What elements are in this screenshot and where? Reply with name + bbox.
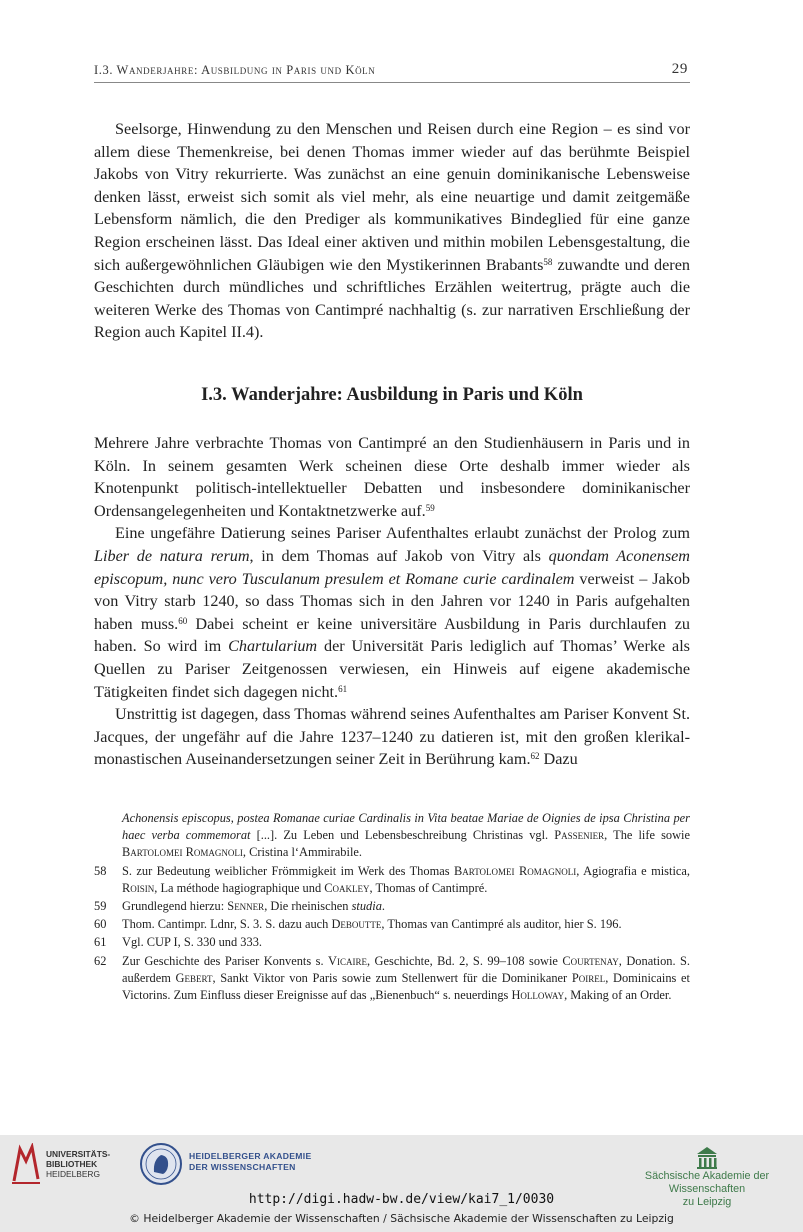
footnote-continuation: Achonensis episcopus, postea Romanae curiae Cardinalis in Vita beatae Mariae de Oignies de ipsa Christina per haec verba commemorat [...]. Zu Leben und Lebensbeschreibung Christinas vgl. Passenier, The life sowie Bartolomei Romagnoli, Cristina l‘Ammirabile.: [122, 811, 690, 860]
hd-academy-seal: [139, 1142, 183, 1186]
footnote-59: 59 Grundlegend hierzu: Senner, Die rheinischen studia.: [94, 899, 385, 914]
footnote-ref[interactable]: 58: [543, 256, 553, 267]
footnote-ref[interactable]: 59: [425, 502, 435, 513]
page-number: 29: [671, 61, 688, 77]
footnote-58: 58 S. zur Bedeutung weiblicher Frömmigkeit im Werk des Thomas Bartolomei Romagnoli, Agiografia e mistica, Roisin, La méthode hagiographique und Coakley, Thomas of Cantimpré.: [94, 863, 690, 895]
running-head-title: I.3. Wanderjahre: Ausbildung in Paris und Köln: [94, 63, 376, 77]
footnotes: [94, 810, 690, 1004]
section-heading: I.3. Wanderjahre: Ausbildung in Paris und Köln: [201, 385, 583, 405]
saxon-academy-building-icon: [694, 1144, 720, 1170]
footnote-60: 60 Thom. Cantimpr. Ldnr, S. 3. S. dazu auch Deboutte, Thomas van Cantimpré als auditor, hier S. 196.: [94, 917, 622, 932]
intro-text: [94, 118, 690, 344]
paragraph: Mehrere Jahre verbrachte Thomas von Cantimpré an den Studienhäusern in Paris und in Köln. In seinem gesamten Werk scheinen diese Orte deshalb immer wieder als Knotenpunkt politisch-intellektueller Debatten und insbesondere dominikanischer Ordensangelegenheiten und Kontaktnetzwerke auf.$^{59}$: [94, 434, 690, 520]
footnote-ref[interactable]: 61: [338, 683, 348, 694]
paragraph: Eine ungefähre Datierung seines Pariser Aufenthaltes erlaubt zunächst der Prolog zum Liber de natura rerum, in dem Thomas auf Jakob von Vitry als quondam Aconensem episcopum, nunc vero Tusculanum presulem et Romane curie cardinalem verweist – Jakob von Vitry starb 1240, so dass Thomas sich in den Jahren vor 1240 in Paris aufgehalten haben muss.$^{60}$ Dabei scheint er keine universitäre Ausbildung in Paris durchlaufen zu haben. So wird im Chartularium der Universität Paris lediglich auf Thomas’ Werke als Quellen zu Pariser Zeitgenossen verwiesen, ein Hinweis auf eigene akademische Tätigkeiten findet sich dagegen nicht.$^{61}$: [94, 524, 691, 701]
footnote-62: 62 Zur Geschichte des Pariser Konvents s. Vicaire, Geschichte, Bd. 2, S. 99–108 sowie Courtenay, Donation. S. außerdem Gebert, Sankt Viktor von Paris sowie zum Stellenwert für die Dominikaner Poirel, Dominicains et Victorins. Zum Einfluss dieser Ereignisse auf das „Bienenbuch“ s. neuerdings Holloway, Making of an Order.: [94, 953, 691, 1003]
intro-paragraph: Seelsorge, Hinwendung zu den Menschen und Reisen durch eine Region – es sind vor allem diese Themenkreise, bei denen Thomas immer wieder auf das berühmte Beispiel Jakobs von Vitry rekurrierte. Was zunächst an eine genuin dominikanische Lebensweise denken lässt, erweist sich somit als viel mehr, als eine neuartige und damit zeitgemäße Lebensform nämlich, die den Prediger als kommunikatives Bindeglied für eine ganze Region erscheinen lässt. Das Ideal einer aktiven und mithin mobilen Lebensgestaltung, die sich außergewöhnlichen Gläubigen wie den Mystikerinnen Brabants$^{58}$ zuwandte und deren Geschichten durch mündliches und schriftliches Erzählen weitertrug, prägte auch die weiteren Werke des Thomas von Cantimpré nachhaltig (s. zur narrativen Erschließung der Region auch Kapitel II.4).: [94, 120, 690, 342]
hd-academy-wordmark: HEIDELBERGER AKADEMIE DER WISSENSCHAFTEN: [189, 1151, 312, 1172]
footnote-61: 61 Vgl. CUP I, S. 330 und 333.: [94, 935, 262, 950]
running-head: [94, 62, 690, 83]
source-url[interactable]: http://digi.hadw-bw.de/view/kai7_1/0030: [248, 1192, 555, 1207]
section-body: [94, 432, 690, 771]
ub-heidelberg-logo: [10, 1143, 42, 1185]
saxon-academy-wordmark: Sächsische Akademie der Wissenschaften zu Leipzig: [644, 1170, 770, 1208]
paragraph: Unstrittig ist dagegen, dass Thomas während seines Aufenthaltes am Pariser Konvent St. Jacques, der ungefähr auf die Jahre 1237–1240 zu datieren ist, mit den großen klerikal-monastischen Auseinandersetzungen seiner Zeit in Berührung kam.$^{62}$ Dazu: [94, 705, 690, 769]
copyright-notice: © Heidelberger Akademie der Wissenschaften / Sächsische Akademie der Wissenschaften zu Leipzig: [129, 1212, 674, 1225]
footnote-ref[interactable]: 60: [178, 615, 188, 626]
ub-heidelberg-wordmark: UNIVERSITÄTS- BIBLIOTHEK HEIDELBERG: [46, 1149, 111, 1179]
footnote-ref[interactable]: 62: [530, 751, 540, 762]
